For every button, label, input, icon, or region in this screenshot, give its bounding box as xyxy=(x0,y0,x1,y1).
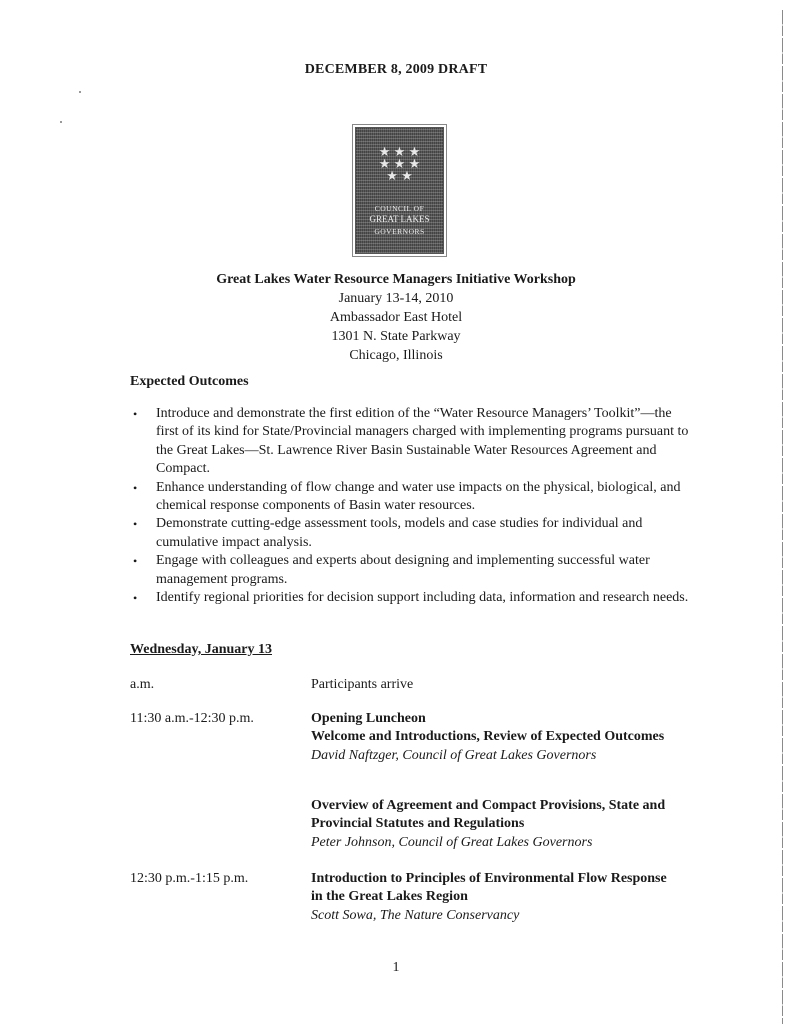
bullet-icon: • xyxy=(133,480,138,495)
event-title: Great Lakes Water Resource Managers Initiative Workshop xyxy=(216,272,576,287)
outcome-text: Identify regional priorities for decision support including data, information and research needs. xyxy=(156,590,689,606)
session-title: Introduction to Principles of Environmental Flow Response in the Great Lakes Region xyxy=(311,871,667,905)
outcome-item xyxy=(130,589,690,607)
agenda-time: a.m. xyxy=(130,677,155,692)
outcome-item xyxy=(130,479,690,516)
council-of-great-lakes-governors-logo xyxy=(355,127,444,254)
event-address: 1301 N. State Parkway xyxy=(331,329,461,344)
bullet-icon: • xyxy=(133,517,138,532)
outcome-text: Enhance understanding of flow change and water use impacts on the physical, biological, and chemical response components of Basin water resources. xyxy=(156,479,681,514)
event-city: Chicago, Illinois xyxy=(349,348,443,363)
day-heading-wednesday: Wednesday, January 13 xyxy=(130,642,272,657)
outcome-text: Engage with colleagues and experts about designing and implementing successful water management programs. xyxy=(156,553,650,587)
agenda-time: 12:30 p.m.-1:15 p.m. xyxy=(130,871,249,886)
stars-icon: ★ ★ ★ ★ ★ ★ ★ ★ xyxy=(378,144,421,183)
expected-outcomes-list xyxy=(130,405,690,607)
logo-text-line2: GREAT LAKES xyxy=(369,214,430,224)
scan-speck xyxy=(79,91,81,93)
expected-outcomes-heading: Expected Outcomes xyxy=(130,374,249,389)
bullet-icon: • xyxy=(133,407,138,421)
event-dates: January 13-14, 2010 xyxy=(338,291,454,306)
scan-edge-line xyxy=(782,10,783,1024)
draft-date-header: DECEMBER 8, 2009 DRAFT xyxy=(304,62,488,77)
bullet-icon: • xyxy=(133,591,138,606)
outcome-item xyxy=(130,552,690,589)
session-speaker: Scott Sowa, The Nature Conservancy xyxy=(311,907,520,923)
bullet-icon: • xyxy=(133,554,138,569)
scan-speck xyxy=(60,121,62,123)
outcome-item xyxy=(130,515,690,552)
agenda-content xyxy=(311,710,681,765)
outcome-text: Demonstrate cutting-edge assessment tools, models and case studies for individual and cumulative impact analysis. xyxy=(156,516,643,550)
session-speaker: David Naftzger, Council of Great Lakes Governors xyxy=(311,747,597,763)
logo-text-line3: GOVERNORS xyxy=(374,227,425,236)
page-number: 1 xyxy=(392,960,400,975)
logo-text-line1: COUNCIL OF xyxy=(374,204,425,213)
agenda-activity: Participants arrive xyxy=(311,677,414,692)
session-title: Overview of Agreement and Compact Provisions, State and Provincial Statutes and Regulations xyxy=(311,798,666,832)
session-speaker: Peter Johnson, Council of Great Lakes Governors xyxy=(311,834,593,850)
outcome-text: Introduce and demonstrate the first edition of the “Water Resource Managers’ Toolkit”—the first of its kind for State/Provincial managers charged with implementing programs pursuant to the Great Lakes—St. Lawrence River Basin Sustainable Water Resources Agreement and Compact. xyxy=(156,406,689,477)
event-title-block xyxy=(0,270,792,365)
agenda-content xyxy=(311,870,681,925)
outcome-item xyxy=(130,405,690,479)
session-subtitle: Welcome and Introductions, Review of Expected Outcomes xyxy=(311,729,665,745)
session-title: Opening Luncheon xyxy=(311,711,426,726)
agenda-time: 11:30 a.m.-12:30 p.m. xyxy=(130,711,254,726)
event-venue: Ambassador East Hotel xyxy=(329,310,463,325)
agenda-content xyxy=(311,797,681,852)
